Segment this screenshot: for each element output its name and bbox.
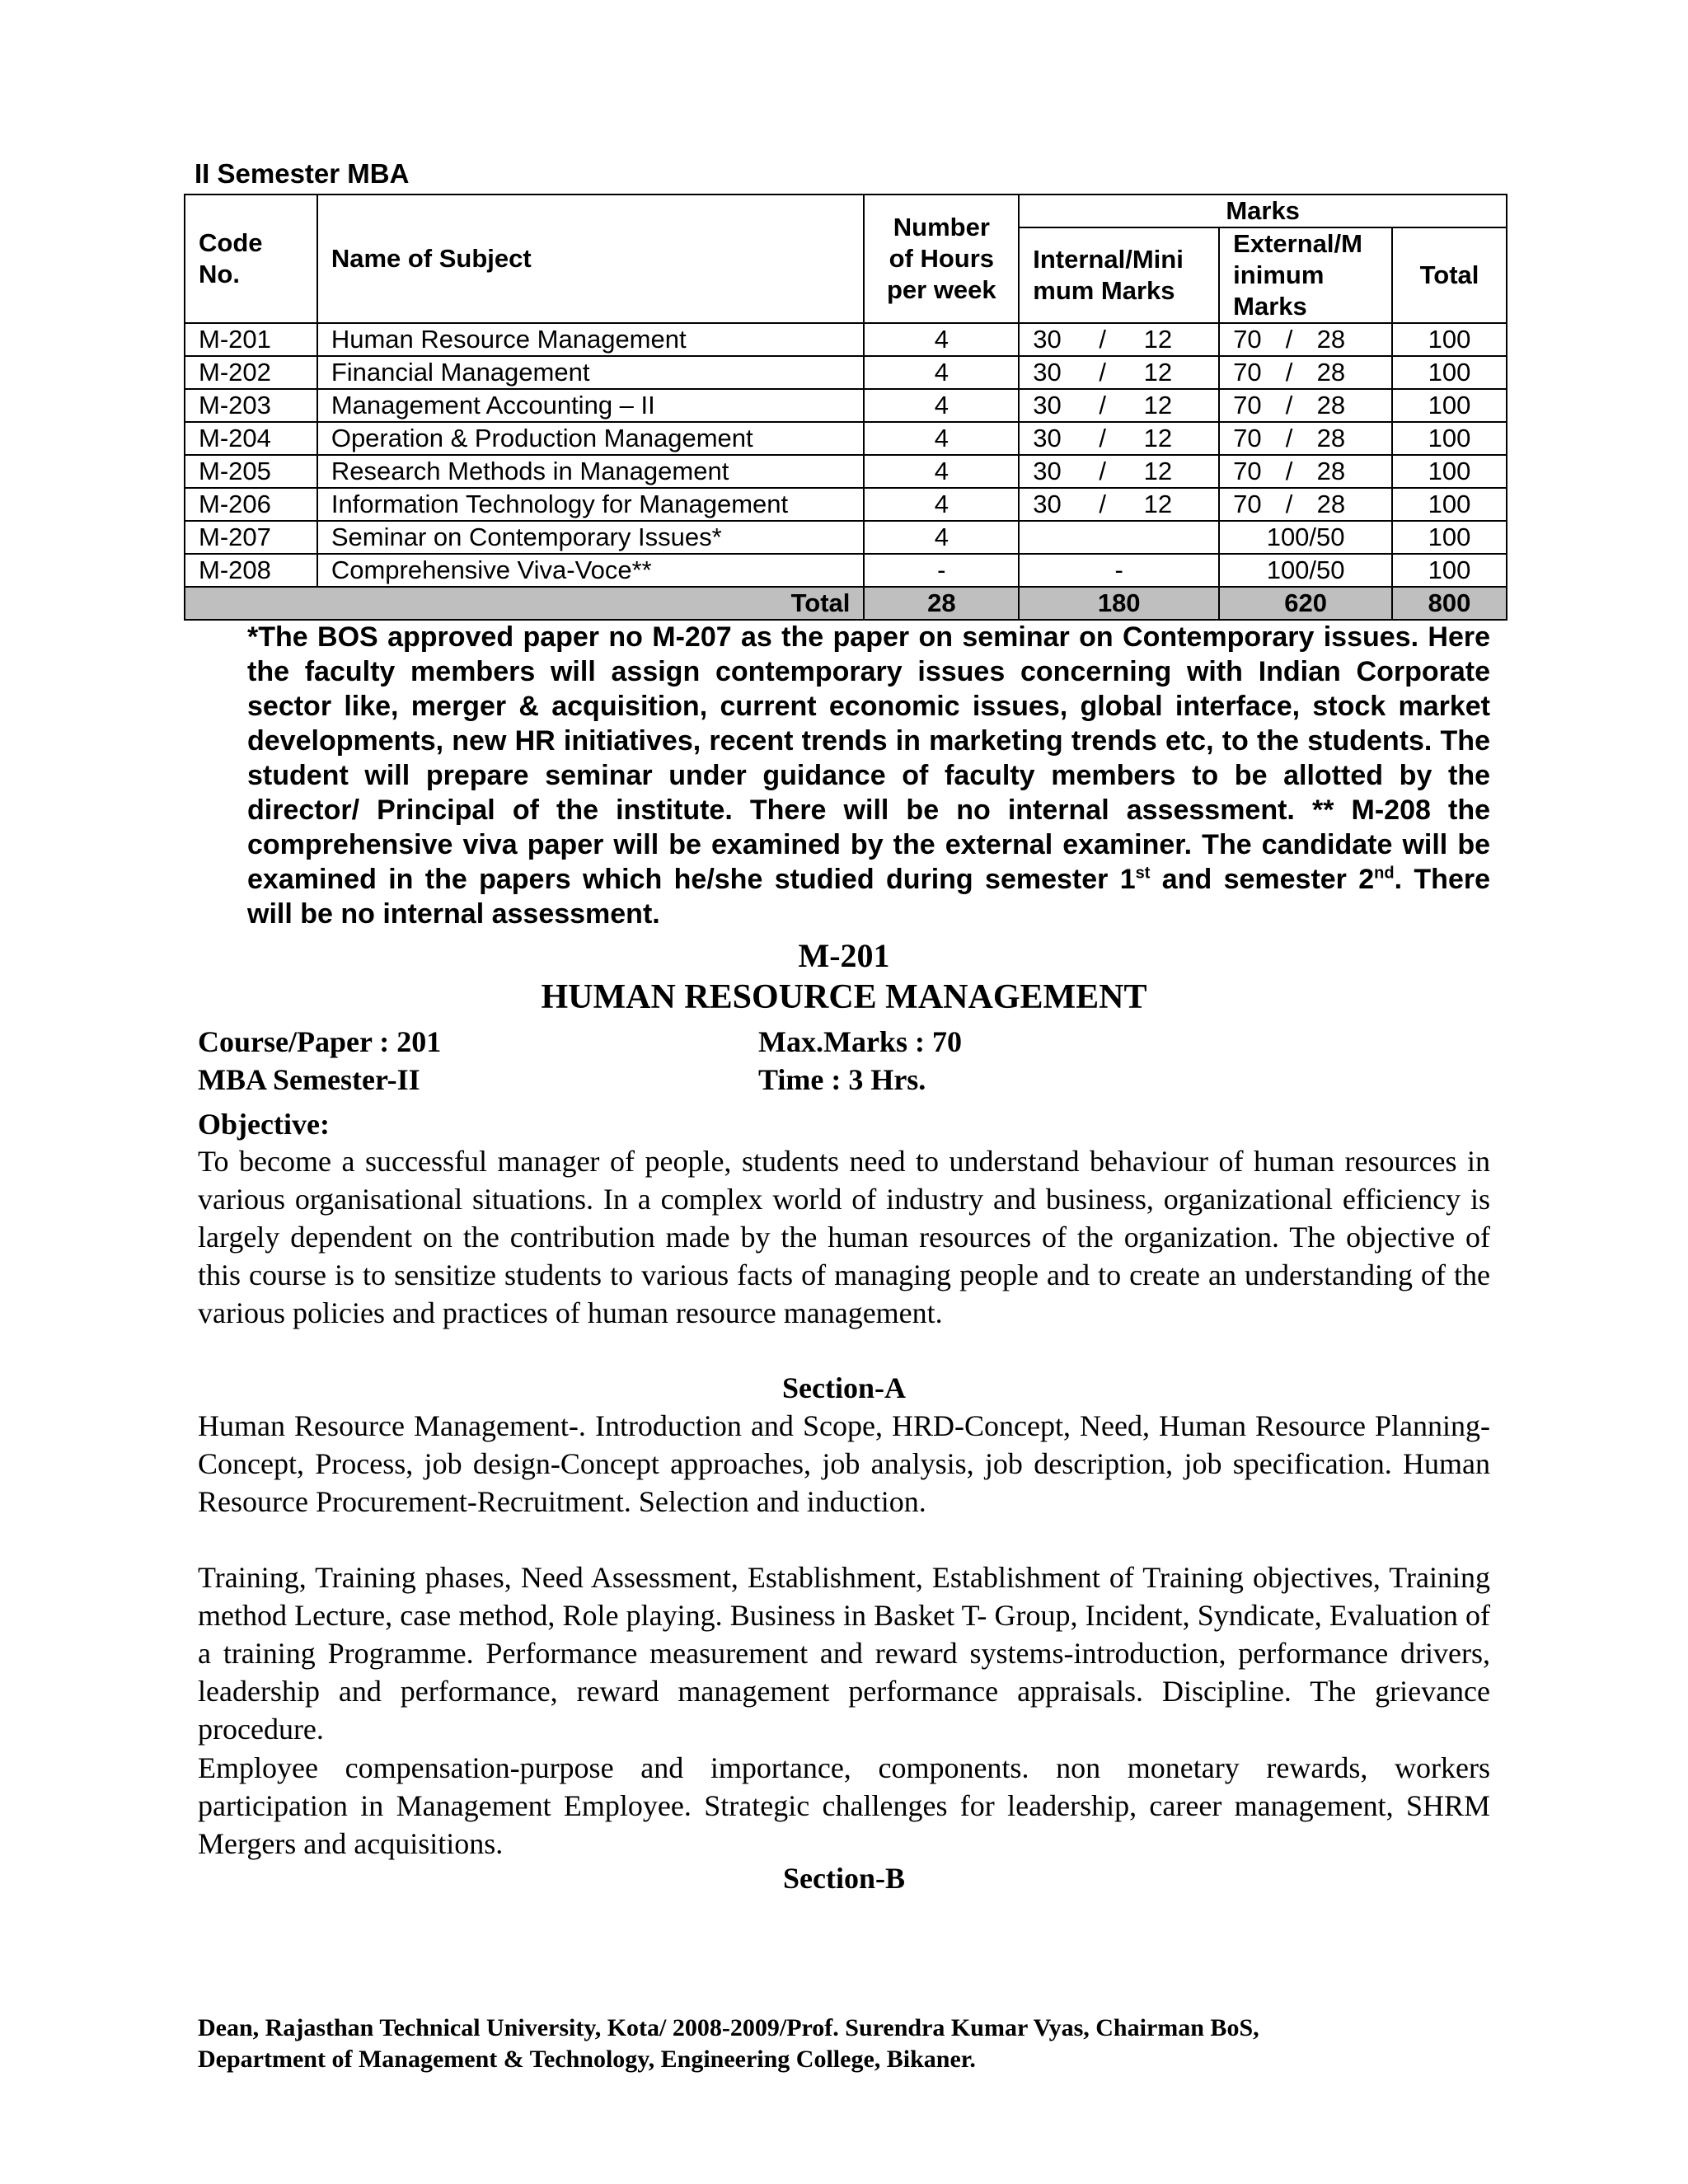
external-min: 28 xyxy=(1316,424,1346,452)
total-total: 800 xyxy=(1392,587,1507,620)
page-footer xyxy=(198,2013,1517,2075)
subject-cell: Operation & Production Management xyxy=(317,422,865,455)
note-sup-2: nd xyxy=(1374,864,1395,883)
section-a-para-2: Training, Training phases, Need Assessment, Establishment, Establishment of Training objectives, Training method Lecture, case method, Role playing. Business in Basket T- Group, Incident, Syndicate, Evaluation of a training Programme. Performance measurement and reward systems-introduction, performance drivers, leadership and performance, reward management performance appraisals. Discipline. The grievance procedure. xyxy=(198,1561,1490,1746)
total-external: 620 xyxy=(1219,587,1392,620)
internal-cell xyxy=(1019,488,1219,521)
external-max: 70 xyxy=(1233,490,1262,518)
internal-cell xyxy=(1019,356,1219,389)
course-paper: Course/Paper : 201 xyxy=(198,1025,442,1058)
subject-cell: Seminar on Contemporary Issues* xyxy=(317,521,865,554)
code-cell: M-206 xyxy=(185,488,317,521)
internal-cell xyxy=(1019,455,1219,488)
internal-max: 30 xyxy=(1033,457,1062,485)
external-max: 70 xyxy=(1233,325,1262,354)
total-internal: 180 xyxy=(1019,587,1219,620)
section-b-heading: Section-B xyxy=(783,1862,905,1895)
header-code: Code No. xyxy=(185,194,317,323)
external-cell xyxy=(1219,323,1392,356)
table-row xyxy=(185,323,1507,356)
external-sep: / xyxy=(1285,325,1293,354)
external-sep: / xyxy=(1285,358,1293,387)
table-row xyxy=(185,488,1507,521)
external-sep: / xyxy=(1285,424,1293,452)
table-row xyxy=(185,521,1507,554)
internal-min: 12 xyxy=(1143,490,1173,518)
code-cell: M-205 xyxy=(185,455,317,488)
total-label: Total xyxy=(185,587,864,620)
subject-cell: Comprehensive Viva-Voce** xyxy=(317,554,865,587)
table-row xyxy=(185,455,1507,488)
external-min: 28 xyxy=(1316,457,1346,485)
external-max: 70 xyxy=(1233,424,1262,452)
hours-cell: 4 xyxy=(864,323,1019,356)
code-cell: M-204 xyxy=(185,422,317,455)
total-cell: 100 xyxy=(1392,554,1507,587)
section-a-para-3: Employee compensation-purpose and importance, components. non monetary rewards, workers participation in Management Employee. Strategic challenges for leadership, career management, SHRM Mergers and acquisitions. xyxy=(198,1751,1490,1860)
exam-time: Time : 3 Hrs. xyxy=(758,1063,926,1096)
internal-cell xyxy=(1019,323,1219,356)
internal-cell xyxy=(1019,521,1219,554)
internal-min: 12 xyxy=(1143,457,1173,485)
header-hours: Number of Hours per week xyxy=(864,194,1019,323)
internal-sep: / xyxy=(1099,457,1107,485)
section-a-para-1: Human Resource Management-. Introduction and Scope, HRD-Concept, Need, Human Resource Planning-Concept, Process, job design-Concept approaches, job analysis, job description, job specification. Human Resource Procurement-Recruitment. Selection and induction. xyxy=(198,1409,1490,1518)
semester-label: MBA Semester-II xyxy=(198,1063,420,1096)
external-sep: / xyxy=(1285,391,1293,419)
internal-min: 12 xyxy=(1143,424,1173,452)
subject-cell: Financial Management xyxy=(317,356,865,389)
total-cell: 100 xyxy=(1392,356,1507,389)
external-min: 28 xyxy=(1316,358,1346,387)
internal-min: 12 xyxy=(1143,391,1173,419)
semester-title: II Semester MBA xyxy=(195,158,410,189)
code-cell: M-202 xyxy=(185,356,317,389)
external-cell xyxy=(1219,389,1392,422)
bos-note xyxy=(247,620,1490,931)
external-min: 28 xyxy=(1316,325,1346,354)
paper-code: M-201 xyxy=(798,937,890,974)
footer-line-2: Department of Management & Technology, Engineering College, Bikaner. xyxy=(198,2046,976,2073)
external-cell: 100/50 xyxy=(1219,521,1392,554)
external-cell xyxy=(1219,422,1392,455)
external-max: 70 xyxy=(1233,457,1262,485)
subject-cell: Human Resource Management xyxy=(317,323,865,356)
internal-min: 12 xyxy=(1143,358,1173,387)
external-max: 70 xyxy=(1233,358,1262,387)
internal-max: 30 xyxy=(1033,391,1062,419)
hours-cell: 4 xyxy=(864,356,1019,389)
internal-min: 12 xyxy=(1143,325,1173,354)
header-external: External/M inimum Marks xyxy=(1219,227,1392,323)
total-cell: 100 xyxy=(1392,455,1507,488)
internal-sep: / xyxy=(1099,391,1107,419)
total-cell: 100 xyxy=(1392,389,1507,422)
table-row xyxy=(185,422,1507,455)
hours-cell: - xyxy=(864,554,1019,587)
hours-cell: 4 xyxy=(864,521,1019,554)
internal-max: 30 xyxy=(1033,325,1062,354)
external-min: 28 xyxy=(1316,391,1346,419)
subject-cell: Management Accounting – II xyxy=(317,389,865,422)
hours-cell: 4 xyxy=(864,488,1019,521)
note-text-3: . There will be no internal assessment. xyxy=(247,864,1490,930)
marks-table xyxy=(184,194,1507,621)
external-sep: / xyxy=(1285,457,1293,485)
external-cell: 100/50 xyxy=(1219,554,1392,587)
internal-sep: / xyxy=(1099,424,1107,452)
header-name: Name of Subject xyxy=(317,194,865,323)
header-total: Total xyxy=(1392,227,1507,323)
subject-cell: Research Methods in Management xyxy=(317,455,865,488)
total-cell: 100 xyxy=(1392,323,1507,356)
note-text-1: *The BOS approved paper no M-207 as the paper on seminar on Contemporary issues. Here the faculty members will assign contemporary issues concerning with Indian Corporate sector like, merger & acquisition, current economic issues, global interface, stock market developments, new HR initiatives, recent trends in marketing trends etc, to the students. The student will prepare seminar under guidance of faculty members to be allotted by the director/ Principal of the institute. There will be no internal assessment. ** M-208 the comprehensive viva paper will be examined by the external examiner. The candidate will be examined in the papers which he/she studied during semester 1 xyxy=(247,621,1490,895)
total-cell: 100 xyxy=(1392,521,1507,554)
total-cell: 100 xyxy=(1392,488,1507,521)
external-sep: / xyxy=(1285,490,1293,518)
hours-cell: 4 xyxy=(864,422,1019,455)
note-sup-1: st xyxy=(1135,864,1151,883)
internal-sep: / xyxy=(1099,358,1107,387)
internal-sep: / xyxy=(1099,490,1107,518)
hours-cell: 4 xyxy=(864,455,1019,488)
external-cell xyxy=(1219,455,1392,488)
paper-title: HUMAN RESOURCE MANAGEMENT xyxy=(541,978,1147,1016)
external-cell xyxy=(1219,488,1392,521)
header-internal: Internal/Mini mum Marks xyxy=(1019,227,1219,323)
internal-cell xyxy=(1019,422,1219,455)
external-cell xyxy=(1219,356,1392,389)
table-total-row xyxy=(185,587,1507,620)
note-text-2: and semester 2 xyxy=(1150,864,1375,895)
internal-max: 30 xyxy=(1033,424,1062,452)
table-row xyxy=(185,554,1507,587)
objective-heading: Objective: xyxy=(198,1108,330,1141)
section-a-heading: Section-A xyxy=(782,1371,906,1404)
total-cell: 100 xyxy=(1392,422,1507,455)
footer-line-1: Dean, Rajasthan Technical University, Kota/ 2008-2009/Prof. Surendra Kumar Vyas, Chairman BoS, xyxy=(198,2014,1259,2041)
table-row xyxy=(185,356,1507,389)
objective-text: To become a successful manager of people, students need to understand behaviour of human resources in various organisational situations. In a complex world of industry and business, organizational efficiency is largely dependent on the contribution made by the human resources of the organization. The objective of this course is to sensitize students to various facts of managing people and to create an understanding of the various policies and practices of human resource management. xyxy=(198,1145,1490,1329)
total-hours: 28 xyxy=(864,587,1019,620)
internal-sep: / xyxy=(1099,325,1107,354)
internal-cell: - xyxy=(1019,554,1219,587)
internal-max: 30 xyxy=(1033,358,1062,387)
subject-cell: Information Technology for Management xyxy=(317,488,865,521)
internal-max: 30 xyxy=(1033,490,1062,518)
header-marks: Marks xyxy=(1019,194,1507,227)
external-max: 70 xyxy=(1233,391,1262,419)
code-cell: M-203 xyxy=(185,389,317,422)
code-cell: M-201 xyxy=(185,323,317,356)
hours-cell: 4 xyxy=(864,389,1019,422)
code-cell: M-207 xyxy=(185,521,317,554)
internal-cell xyxy=(1019,389,1219,422)
table-row xyxy=(185,389,1507,422)
external-min: 28 xyxy=(1316,490,1346,518)
code-cell: M-208 xyxy=(185,554,317,587)
max-marks: Max.Marks : 70 xyxy=(758,1025,962,1058)
